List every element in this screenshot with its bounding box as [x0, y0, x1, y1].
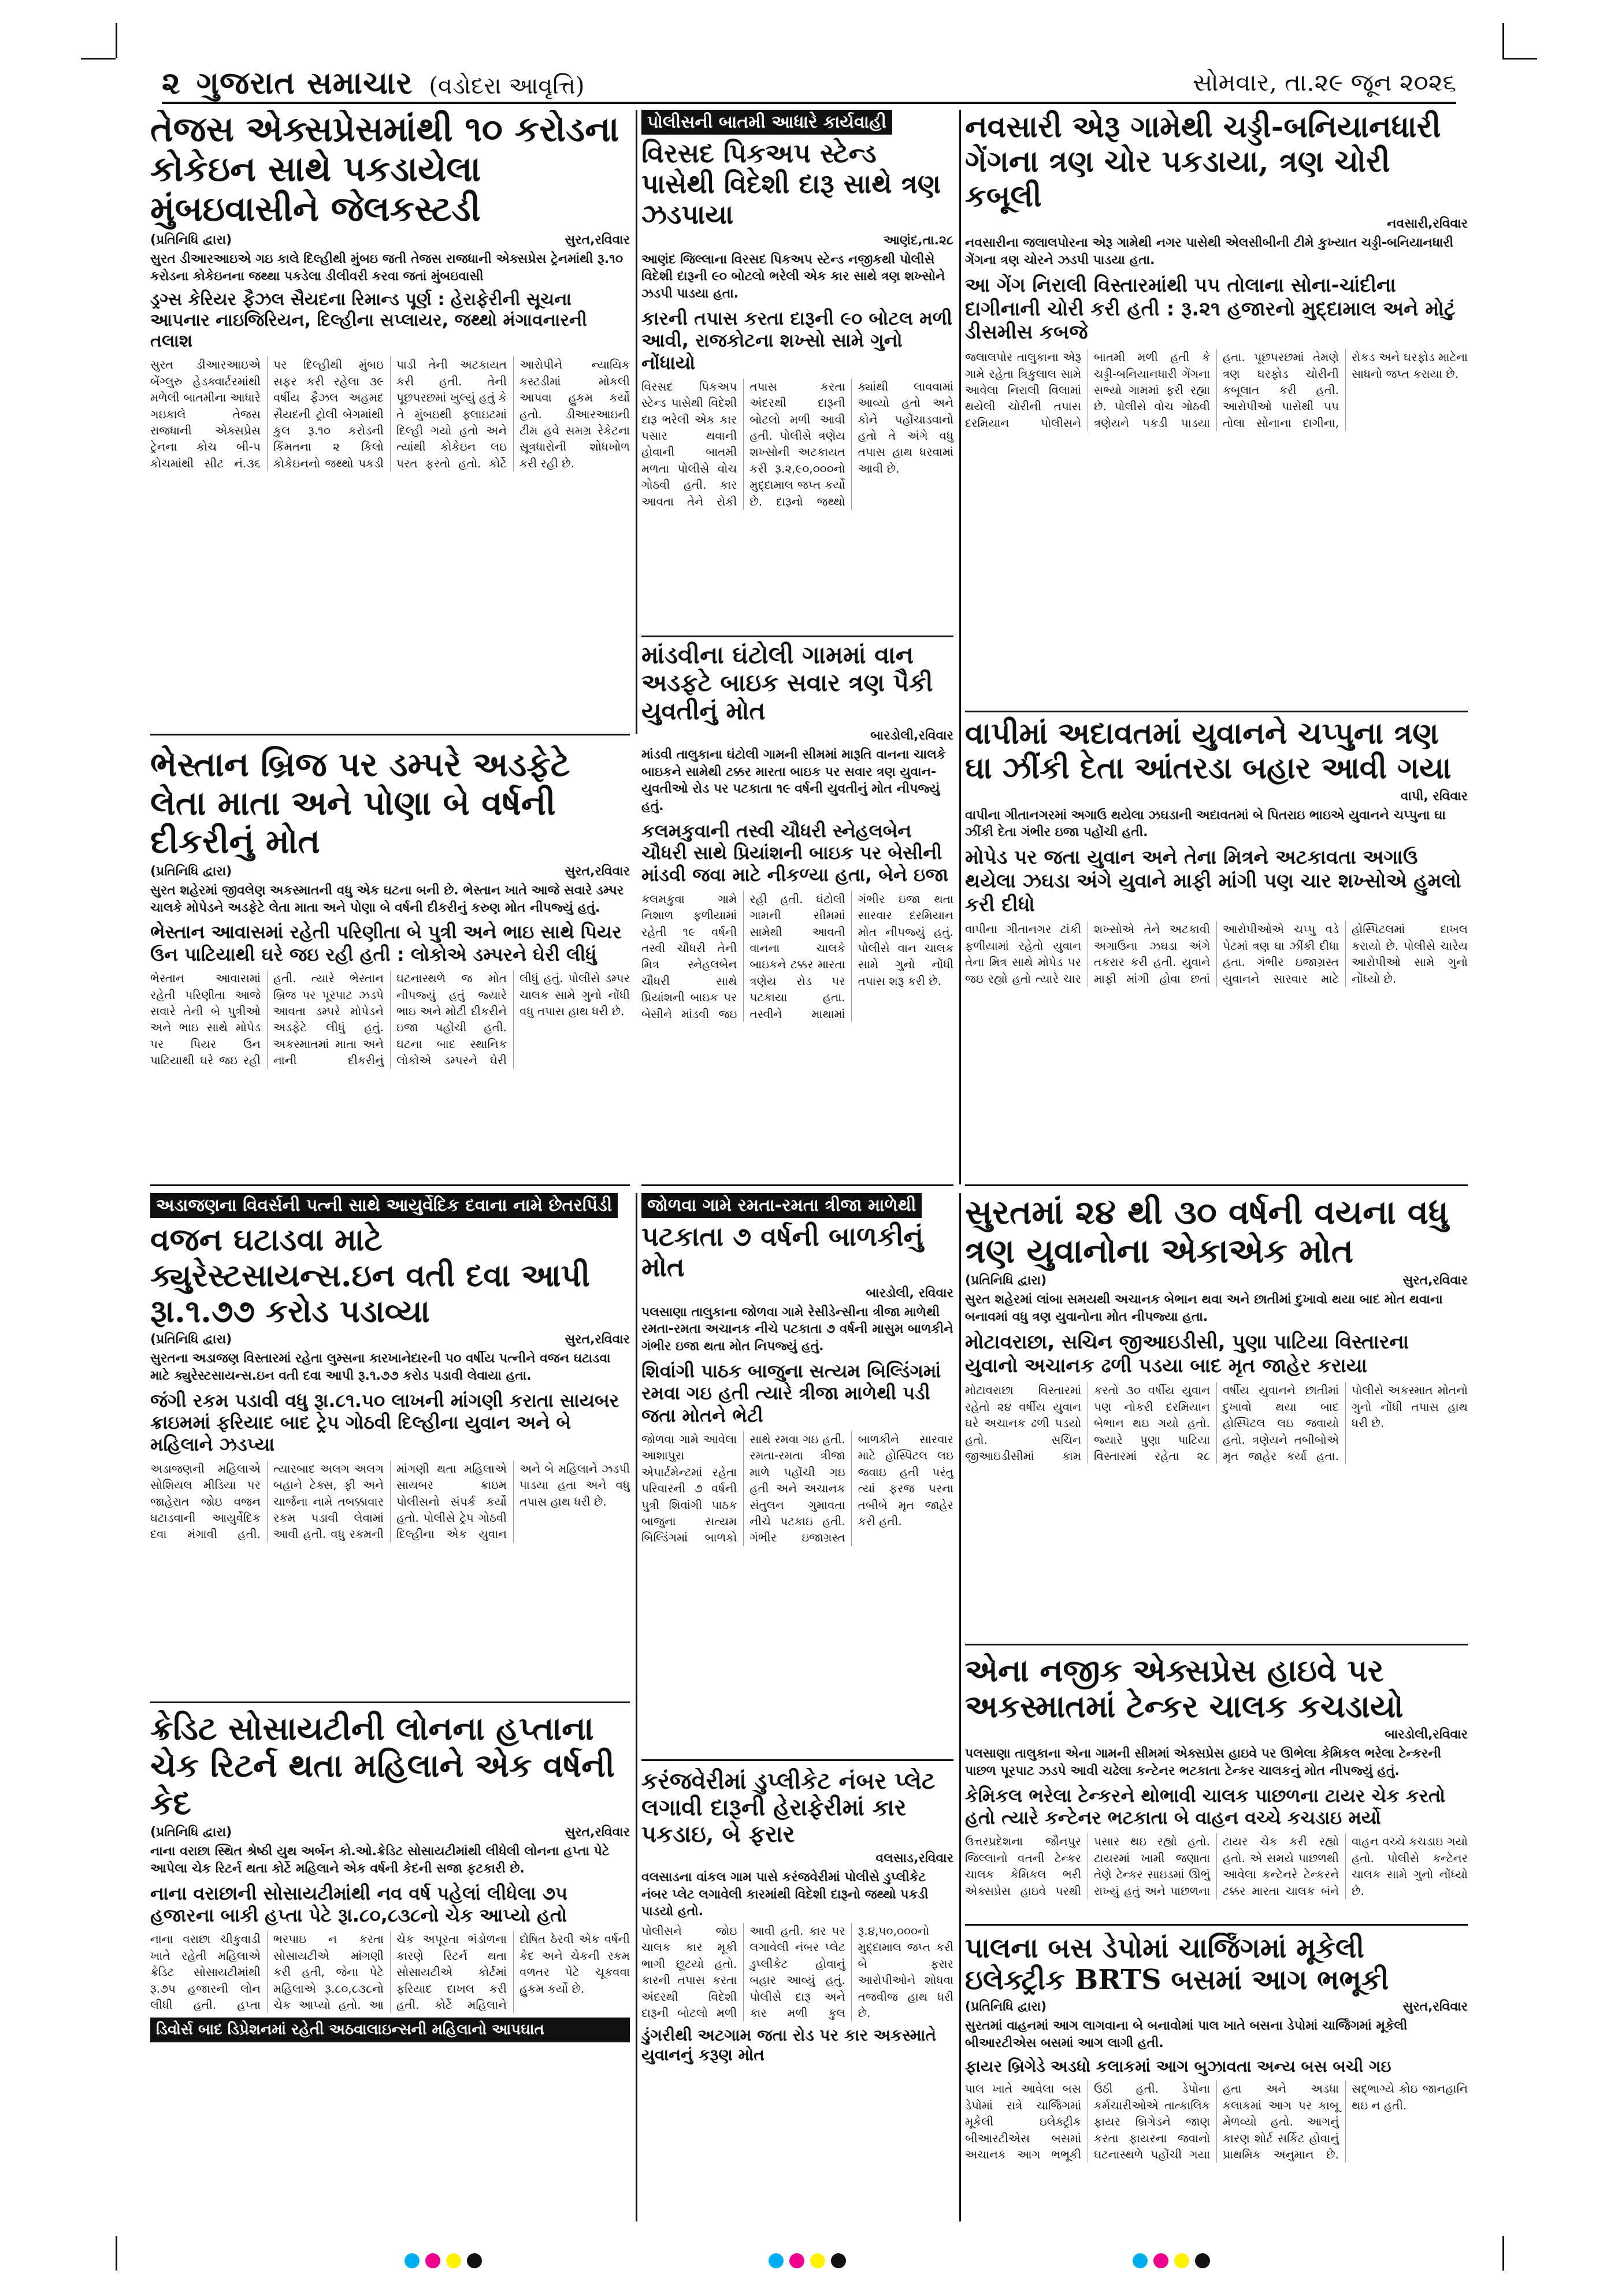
column-rule	[636, 1193, 637, 2221]
byline: વલસાડ,રવિવાર	[875, 1851, 953, 1866]
crop-mark	[81, 58, 116, 60]
magenta-dot	[1153, 2253, 1168, 2268]
body-text: મોટાવરાછા વિસ્તારમાં રહેતો ૨૪ વર્ષીય યુવાન ઘરે અચાનક ઢળી પડયો હતો. સચિન જીઆઇડીસીમાં કામ કરતો ૩૦ વર્ષીય યુવાન પણ નોકરી દરમિયાન બેભાન થઇ ગયો હતો. જ્યારે પુણા પાટિયા વિસ્તારમાં રહેતા ૨૮ વર્ષીય યુવાનને છાતીમાં દુખાવો થયા બાદ હોસ્પિટલ લઇ જવાયો હતો. ત્રણેયને તબીબોએ મૃત જાહેર કર્યા હતા. પોલીસે અકસ્માત મોતનો ગુનો નોંધી તપાસ હાથ ધરી છે.	[965, 1383, 1468, 1463]
body-text: પાલ ખાતે આવેલા બસ ડેપોમાં રાત્રે ચાર્જિંગમાં મૂકેલી ઇલેક્ટ્રીક બીઆરટીએસ બસમાં અચાનક આગ ભભૂકી ઉઠી હતી. ડેપોના કર્મચારીઓએ તાત્કાલિક ફાયર બ્રિગેડને જાણ કરતા ફાયરના જવાનો ઘટનાસ્થળે પહોંચી ગયા હતા અને અડધા કલાકમાં આગ પર કાબૂ મેળવ્યો હતો. આગનું કારણ શોર્ટ સર્કિટ હોવાનું પ્રાથમિક અનુમાન છે. સદ્ભાગ્યે કોઇ જાનહાનિ થઇ ન હતી.	[965, 2082, 1468, 2161]
story-navsari	[965, 110, 1468, 712]
subheadline: નાના વરાછાની સોસાયટીમાંથી નવ વર્ષ પહેલાં લીધેલા ૭૫ હજારના બાકી હપ્તા પેટે રૂા.૮૦,૮૩૮નો ચેક આપ્યો હતો	[150, 1882, 568, 1926]
headline: વિરસદ પિકઅપ સ્ટેન્ડ પાસેથી વિદેશી દારૂ સાથે ત્રણ ઝડપાયા	[641, 138, 941, 230]
cyan-dot	[1133, 2253, 1148, 2268]
cyan-dot	[769, 2253, 784, 2268]
yellow-dot	[446, 2253, 461, 2268]
black-dot	[1195, 2253, 1210, 2268]
lead-text: નાના વરાછા સ્થિત શ્રેષ્ઠી યુથ અર્બન કો.ઓ.ક્રેડિટ સોસાયટીમાંથી લીધેલી લોનના હપ્તા પેટે આપેલા ચેક રિટર્ન થતા કોર્ટે મહિલાને એક વર્ષની કેદની સજા ફટકારી છે.	[150, 1844, 610, 1876]
yellow-dot	[1174, 2253, 1189, 2268]
lead-text: માંડવી તાલુકાના ઘંટોલી ગામની સીમમાં મારૂતિ વાનના ચાલકે બાઇકને સામેથી ટક્કર મારતા બાઇક પર સવાર ત્રણ યુવાન-યુવતીઓ રોડ પર પટકાતા ૧૯ વર્ષની યુવતીનું મોત નીપજ્યું હતું.	[641, 747, 946, 813]
headline: કરંજવેરીમાં ડુપ્લીકેટ નંબર પ્લેટ લગાવી દારૂની હેરાફેરીમાં કાર પકડાઇ, બે ફરાર	[641, 1768, 936, 1848]
story-karanjveri	[641, 1768, 953, 2221]
lead-text: સુરતના અડાજણ વિસ્તારમાં રહેતા લુમ્સના કારખાનેદારની ૫૦ વર્ષીય પત્નીને વજન ઘટાડવા માટે ક્યુરેસ્ટસાયન્સ.ઇન વતી દવા આપી રૂ.૧.૭૭ કરોડ પડાવી લેવાયા હતા.	[150, 1351, 611, 1383]
lead-text: પલસાણા તાલુકાના એના ગામની સીમમાં એક્સપ્રેસ હાઇવે પર ઊભેલા કેમિકલ ભરેલા ટેન્કરની પાછળ પૂરપાટ ઝડપે આવી ચઢેલા કન્ટેનર ભટકાતા ટેન્કર ચાલકનું મોત નીપજ્યું હતું.	[965, 1747, 1441, 1778]
byline: (પ્રતિનિધિ દ્વારા) સુરત,રવિવાર	[150, 1825, 630, 1840]
lead-text: વાપીના ગીતાનગરમાં અગાઉ થયેલા ઝઘડાની અદાવતમાં બે પિતરાઇ ભાઇએ યુવાનને ચપ્પુના ઘા ઝીંકી દેતા ગંભીર ઇજા પહોંચી હતી.	[965, 808, 1446, 840]
story-jolva	[641, 1193, 953, 1761]
story-weightloss	[150, 1193, 630, 1703]
byline: વાપી, રવિવાર	[1400, 789, 1468, 804]
issue-date: સોમવાર, તા.૨૯ જૂન ૨૦૨૬	[1193, 68, 1456, 96]
subheadline: કારની તપાસ કરતા દારૂની ૯૦ બોટલ મળી આવી, રાજકોટના શખ્સો સામે ગુનો નોંધાયો	[641, 307, 952, 374]
kicker: જોળવા ગામે રમતા-રમતા ત્રીજા માળેથી	[641, 1193, 922, 1218]
headline: વજન ઘટાડવા માટે ક્યુરેસ્ટસાયન્સ.ઇન વતી દવા આપી રૂા.૧.૭૭ કરોડ પડાવ્યા	[150, 1221, 591, 1330]
story-tanker	[965, 1652, 1468, 1926]
byline: (પ્રતિનિધિ દ્વારા) સુરત,રવિવાર	[150, 864, 630, 879]
subheadline: જંગી રકમ પડાવી વધુ રૂા.૮૧.૫૦ લાખની માંગણી કરાતા સાયબર ક્રાઇમમાં ફરિયાદ બાદ ટ્રેપ ગોઠવી દિલ્હીના યુવાન અને બે મહિલાને ઝડપ્યા	[150, 1389, 619, 1456]
crop-mark	[116, 2236, 117, 2271]
headline: માંડવીના ઘંટોલી ગામમાં વાન અડફટે બાઇક સવાર ત્રણ પૈકી યુવતીનું મોત	[641, 641, 933, 725]
registration-dots-right	[1133, 2253, 1210, 2268]
column-rule	[959, 110, 961, 734]
headline: એના નજીક એક્સપ્રેસ હાઇવે પર અકસ્માતમાં ટેન્કર ચાલક કચડાયો	[965, 1652, 1404, 1725]
lead-text: નવસારીના જલાલપોરના એરૂ ગામેથી નગર પાસેથી એલસીબીની ટીમે કુખ્યાત ચડ્ડી-બનિયાનધારી ગેંગના ત્રણ ચોરને ઝડપી પાડયા હતા.	[965, 236, 1454, 268]
body-text: પોલીસને જોઇ ચાલક કાર મૂકી ભાગી છૂટયો હતો. કારની તપાસ કરતા અંદરથી વિદેશી દારૂની બોટલો મળી આવી હતી. કાર પર લગાવેલી નંબર પ્લેટ ડુપ્લીકેટ હોવાનું બહાર આવ્યું હતું. પોલીસે દારૂ અને કાર મળી કુલ રૂ.૪,૫૦,૦૦૦નો મુદ્દામાલ જપ્ત કરી બે ફરાર આરોપીઓને શોધવા તજવીજ હાથ ધરી છે.	[641, 1924, 953, 2020]
story-bhestan	[150, 745, 630, 1186]
crop-mark	[1502, 58, 1537, 60]
byline: નવસારી,રવિવાર	[1387, 217, 1468, 232]
story-cocaine	[150, 110, 630, 735]
body-text: વિરસદ પિકઅપ સ્ટેન્ડ પાસેથી વિદેશી દારૂ ભરેલી એક કાર પસાર થવાની હોવાની બાતમી મળતા પોલીસે વોચ ગોઠવી હતી. કાર આવતા તેને રોકી તપાસ કરતા અંદરથી દારૂની બોટલો મળી આવી હતી. પોલીસે ત્રણેય શખ્સોની અટકાયત કરી રૂ.૨,૯૦,૦૦૦નો મુદ્દામાલ જપ્ત કર્યો છે. દારૂનો જથ્થો ક્યાંથી લાવવામાં આવ્યો હતો અને કોને પહોંચાડવાનો હતો તે અંગે વધુ તપાસ હાથ ધરવામાં આવી છે.	[641, 379, 953, 508]
column-rule	[636, 110, 637, 734]
body-text: જોળવા ગામે આવેલા આશાપુરા એપાર્ટમેન્ટમાં રહેતા પરિવારની ૭ વર્ષની પુત્રી શિવાંગી પાઠક બાજુના સત્યમ બિલ્ડિંગમાં બાળકો સાથે રમવા ગઇ હતી. રમતા-રમતા ત્રીજા માળે પહોંચી ગઇ હતી અને અચાનક સંતુલન ગુમાવતા નીચે પટકાઇ હતી. ગંભીર ઇજાગ્રસ્ત બાળકીને સારવાર માટે હોસ્પિટલ લઇ જવાઇ હતી પરંતુ ત્યાં ફરજ પરના તબીબે મૃત જાહેર કરી હતી.	[641, 1432, 953, 1545]
byline: બારડોલી,રવિવાર	[1385, 1727, 1468, 1743]
story-liquor	[641, 110, 953, 637]
subheadline: શિવાંગી પાઠક બાજુના સત્યમ બિલ્ડિંગમાં રમવા ગઇ હતી ત્યારે ત્રીજા માળેથી પડી જતા મોતને ભેટી	[641, 1359, 941, 1426]
lead-text: સુરતમાં વાહનમાં આગ લાગવાના બે બનાવોમાં પાલ ખાતે બસના ડેપોમાં ચાર્જિંગમાં મૂકેલી બીઆરટીએસ બસમાં આગ લાગી હતી.	[965, 2019, 1408, 2051]
lead-text: વલસાડના વાંકલ ગામ પાસે કરંજવેરીમાં પોલીસે ડુપ્લીકેટ નંબર પ્લેટ લગાવેલી કારમાંથી વિદેશી દારૂનો જથ્થો પકડી પાડયો હતો.	[641, 1870, 929, 1919]
lead-text: સુરત શહેરમાં જીવલેણ અકસ્માતની વધુ એક ઘટના બની છે. ભેસ્તાન ખાતે આજે સવારે ડમ્પર ચાલકે મોપેડને અડફેટે લેતા માતા અને પોણા બે વર્ષની દીકરીનું કરુણ મોત નીપજ્યું હતું.	[150, 883, 624, 915]
crop-mark	[1502, 2236, 1504, 2271]
headline: ભેસ્તાન બ્રિજ પર ડમ્પરે અડફેટે લેતા માતા અને પોણા બે વર્ષની દીકરીનું મોત	[150, 745, 570, 861]
byline: (પ્રતિનિધિ દ્વારા) સુરત,રવિવાર	[150, 233, 630, 247]
subheadline: આ ગેંગ નિરાલી વિસ્તારમાંથી ૫૫ તોલાના સોના-ચાંદીના દાગીનાની ચોરી કરી હતી : રૂ.૨૧ હજારનો મુદ્દામાલ અને મોટું ડીસમીસ કબજે	[965, 273, 1456, 344]
magenta-dot	[789, 2253, 804, 2268]
lead-text: સુરત ડીઆરઆઇએ ગઇ કાલે દિલ્હીથી મુંબઇ જતી તેજસ રાજધાની એક્સપ્રેસ ટ્રેનમાંથી રૂ.૧૦ કરોડના કોકેઇનના જથ્થા પકડેલા ડીલીવરી કરવા જતાં મુંબઇવાસી	[150, 252, 624, 284]
kicker: અડાજણના વિવર્સની પત્ની સાથે આયુર્વેદિક દવાના નામે છેતરપિંડી	[150, 1193, 618, 1218]
headline: પટકાતા ૭ વર્ષની બાળકીનું મોત	[641, 1221, 923, 1283]
edition-label: (વડોદરા આવૃત્તિ)	[429, 72, 585, 99]
byline: બારડોલી, રવિવાર	[866, 1286, 953, 1301]
column-rule	[959, 641, 961, 1184]
subheadline: ફાયર બ્રિગેડે અડધો કલાકમાં આગ બુઝાવતા અન્ય બસ બચી ગઇ	[965, 2056, 1391, 2076]
headline: ક્રેડિટ સોસાયટીની લોનના હપ્તાના ચેક રિટર્ન થતા મહિલાને એક વર્ષની કેદ	[150, 1710, 615, 1822]
subheadline: મોટાવરાછા, સચિન જીઆઇડીસી, પુણા પાટિયા વિસ્તારના યુવાનો અચાનક ઢળી પડયા બાદ મૃત જાહેર કરાયા	[965, 1330, 1409, 1377]
subheadline: ભેસ્તાન આવાસમાં રહેતી પરિણીતા બે પુત્રી અને ભાઇ સાથે પિયર ઉન પાટિયાથી ઘરે જઇ રહી હતી : લોકોએ ડમ્પરને ઘેરી લીધું	[150, 921, 622, 965]
story-mandvi	[641, 641, 953, 1186]
lead-text: પલસાણા તાલુકાના જોળવા ગામે રેસીડેન્સીના ત્રીજા માળેથી રમતા-રમતા અચાનક નીચે પટકાતા ૭ વર્ષની માસુમ બાળકીને ગંભીર ઇજા થતા મોત નિપજ્યું હતું.	[641, 1305, 953, 1354]
page-number: ૨	[162, 64, 180, 101]
crop-mark	[1502, 23, 1504, 58]
headline: સુરતમાં ૨૪ થી ૩૦ વર્ષની વયના વધુ ત્રણ યુવાનોના એકાએક મોત	[965, 1193, 1449, 1270]
magenta-dot	[425, 2253, 440, 2268]
subheadline: ડુંગરીથી અટગામ જતા રોડ પર કાર અકસ્માતે યુવાનનું કરૂણ મોત	[641, 2026, 937, 2064]
registration-dots-left	[404, 2253, 482, 2268]
body-text: ભેસ્તાન આવાસમાં રહેતી પરિણીતા આજે સવારે તેની બે પુત્રીઓ અને ભાઇ સાથે મોપેડ પર પિયર ઉન પાટિયાથી ઘરે જઇ રહી હતી. ત્યારે ભેસ્તાન બ્રિજ પર પૂરપાટ ઝડપે આવતા ડમ્પરે મોપેડને અડફેટે લીધું હતું. અકસ્માતમાં માતા અને નાની દીકરીનું ઘટનાસ્થળે જ મોત નીપજ્યું હતું જ્યારે ભાઇ અને મોટી દીકરીને ઇજા પહોંચી હતી. ઘટના બાદ સ્થાનિક લોકોએ ડમ્પરને ઘેરી લીધું હતું. પોલીસે ડમ્પર ચાલક સામે ગુનો નોંધી વધુ તપાસ હાથ ધરી છે.	[150, 971, 630, 1068]
subheadline-secondary: ડિવોર્સ બાદ ડિપ્રેશનમાં રહેતી અઠવાલાઇન્સની મહિલાનો આપઘાત	[150, 2018, 630, 2042]
subheadline: કેમિકલ ભરેલા ટેન્કરને થોભાવી ચાલક પાછળના ટાયર ચેક કરતો હતો ત્યારે કન્ટેનર ભટકાતા બે વાહન વચ્ચે કચડાઇ મર્યો	[965, 1784, 1446, 1829]
paper-name: ગુજરાત સમાચાર	[196, 64, 413, 101]
byline: (પ્રતિનિધિ દ્વારા) સુરત,રવિવાર	[965, 2000, 1468, 2015]
headline: તેજસ એક્સપ્રેસમાંથી ૧૦ કરોડના કોકેઇન સાથે પકડાયેલા મુંબઇવાસીને જેલકસ્ટડી	[150, 110, 619, 229]
body-text: વાપીના ગીતાનગર ટાંકી ફળીયામાં રહેતો યુવાન તેના મિત્ર સાથે મોપેડ પર જઇ રહ્યો હતો ત્યારે ચાર શખ્સોએ તેને અટકાવી અગાઉના ઝઘડા અંગે તકરાર કરી હતી. યુવાને માફી માંગી હોવા છતાં આરોપીઓએ ચપ્પુ વડે પેટમાં ત્રણ ઘા ઝીંકી દીધા હતા. ગંભીર ઇજાગ્રસ્ત યુવાનને સારવાર માટે હોસ્પિટલમાં દાખલ કરાયો છે. પોલીસે ચારેય આરોપીઓ સામે ગુનો નોંધ્યો છે.	[965, 922, 1468, 986]
column-rule	[959, 1193, 961, 2221]
masthead	[162, 64, 1456, 104]
black-dot	[831, 2253, 846, 2268]
lead-text: આણંદ જિલ્લાના વિરસદ પિકઅપ સ્ટેન્ડ નજીકથી પોલીસે વિદેશી દારૂની ૯૦ બોટલો ભરેલી એક કાર સાથે ત્રણ શખ્સોને ઝડપી પાડયા હતા.	[641, 252, 945, 302]
byline: (પ્રતિનિધિ દ્વારા) સુરત,રવિવાર	[150, 1332, 630, 1347]
body-text: અડાજણની મહિલાએ સોશિયલ મીડિયા પર જાહેરાત જોઇ વજન ઘટાડવાની આયુર્વેદિક દવા મંગાવી હતી. ત્યારબાદ અલગ અલગ બહાને ટેક્સ, ફી અને ચાર્જના નામે તબક્કાવાર રકમ પડાવી લેવામાં આવી હતી. વધુ રકમની માંગણી થતા મહિલાએ સાયબર ક્રાઇમ પોલીસનો સંપર્ક કર્યો હતો. પોલીસે ટ્રેપ ગોઠવી દિલ્હીના એક યુવાન અને બે મહિલાને ઝડપી પાડયા હતા અને વધુ તપાસ હાથ ધરી છે.	[150, 1461, 630, 1541]
story-palna	[965, 1933, 1468, 2221]
body-text: કલમકુવા ગામે નિશાળ ફળીયામાં રહેતી ૧૯ વર્ષની તસ્વી ચૌધરી તેની મિત્ર સ્નેહલબેન ચૌધરી સાથે પ્રિયાંશની બાઇક પર બેસીને માંડવી જઇ રહી હતી. ઘંટોલી ગામની સીમમાં સામેથી આવતી વાનના ચાલકે બાઇકને ટક્કર મારતા ત્રણેય રોડ પર પટકાયા હતા. તસ્વીને માથામાં ગંભીર ઇજા થતા સારવાર દરમિયાન મોત નીપજ્યું હતું. પોલીસે વાન ચાલક સામે ગુનો નોંધી તપાસ શરૂ કરી છે.	[641, 891, 953, 1021]
cyan-dot	[404, 2253, 420, 2268]
story-vapi	[965, 716, 1468, 1186]
body-text: નાના વરાછા ચીકુવાડી ખાતે રહેતી મહિલાએ ક્રેડિટ સોસાયટીમાંથી રૂ.૭૫ હજારની લોન લીધી હતી. હપ્તા ભરપાઇ ન કરતા સોસાયટીએ માંગણી કરી હતી, જેના પેટે મહિલાએ રૂ.૮૦,૮૩૮નો ચેક આપ્યો હતો. આ ચેક અપૂરતા ભંડોળના કારણે રિટર્ન થતા સોસાયટીએ કોર્ટમાં ફરિયાદ દાખલ કરી હતી. કોર્ટે મહિલાને દોષિત ઠેરવી એક વર્ષની કેદ અને ચેકની રકમ વળતર પેટે ચૂકવવા હુકમ કર્યો છે.	[150, 1932, 630, 2012]
subheadline: કલમકુવાની તસ્વી ચૌધરી સ્નેહલબેન ચૌધરી સાથે પ્રિયાંશની બાઇક પર બેસીની માંડવી જવા માટે નીકળ્યા હતા, બેને ઇજા	[641, 819, 949, 886]
subheadline: મોપેડ પર જતા યુવાન અને તેના મિત્રને અટકાવતા અગાઉ થયેલા ઝઘડા અંગે યુવાને માફી માંગી પણ ચાર શખ્સોએ હુમલો કરી દીધો	[965, 845, 1461, 916]
kicker: પોલીસની બાતમી આધારે કાર્યવાહી	[641, 110, 892, 135]
byline: આણંદ,તા.૨૮	[883, 233, 953, 248]
lead-text: સુરત શહેરમાં લાંબા સમયથી અચાનક બેભાન થવા અને છાતીમાં દુખાવો થયા બાદ મોત થવાના બનાવમાં વધુ ત્રણ યુવાનોના મોત નીપજ્યા હતા.	[965, 1292, 1443, 1325]
subheadline: ડ્રગ્સ કેરિયર ફૈઝલ સૈયદના રિમાન્ડ પૂર્ણ : હેરાફેરીની સૂચના આપનાર નાઇજિરિયન, દિલ્હીના સપ્લાયર, જથ્થો મંગાવનારની તલાશ	[150, 289, 587, 352]
black-dot	[467, 2253, 482, 2268]
body-text: સુરત ડીઆરઆઇએ બેંગ્લુરુ હેડક્વાર્ટરમાંથી મળેલી બાતમીના આધારે ગઇકાલે તેજસ રાજધાની એક્સપ્રેસ ટ્રેનના કોચ બી-૫ કોચમાંથી સીટ નં.૩૬ પર દિલ્હીથી મુંબઇ સફર કરી રહેલા ૩૯ વર્ષીય ફૈઝલ અહમદ સૈયદની ટ્રોલી બેગમાંથી કુલ રૂ.૧૦ કરોડની કિંમતના ૨ કિલો કોકેઇનનો જથ્થો પકડી પાડી તેની અટકાયત કરી હતી. તેની પૂછપરછમાં ખુલ્યું હતું કે તે મુંબઇથી ફ્લાઇટમાં દિલ્હી ગયો હતો અને ત્યાંથી કોકેઇન લઇ પરત ફરતો હતો. કોર્ટે આરોપીને ન્યાયિક કસ્ટડીમાં મોકલી આપવા હુકમ કર્યો હતો. ડીઆરઆઇની ટીમ હવે સમગ્ર રેકેટના સૂત્રધારોની શોધખોળ કરી રહી છે.	[150, 358, 630, 470]
yellow-dot	[810, 2253, 825, 2268]
byline: બારડોલી,રવિવાર	[870, 728, 953, 743]
headline: નવસારી એરૂ ગામેથી ચડ્ડી-બનિયાનધારી ગેંગના ત્રણ ચોર પકડાયા, ત્રણ ચોરી કબૂલી	[965, 110, 1441, 214]
crop-mark	[116, 23, 117, 58]
body-text: ઉત્તરપ્રદેશના જૌનપુર જિલ્લાનો વતની ટેન્કર ચાલક કેમિકલ ભરી એક્સપ્રેસ હાઇવે પરથી પસાર થઇ રહ્યો હતો. ટાયરમાં ખામી જણાતા તેણે ટેન્કર સાઇડમાં ઊભું રાખ્યું હતું અને પાછળના ટાયર ચેક કરી રહ્યો હતો. એ સમયે પાછળથી આવેલા કન્ટેનરે ટેન્કરને ટક્કર મારતા ચાલક બંને વાહન વચ્ચે કચડાઇ ગયો હતો. પોલીસે કન્ટેનર ચાલક સામે ગુનો નોંધ્યો છે.	[965, 1834, 1468, 1898]
registration-dots-center	[769, 2253, 846, 2268]
body-text: જલાલપોર તાલુકાના એરૂ ગામે રહેતા ત્રિકુલાલ સામે આવેલા નિરાલી વિલામાં થયેલી ચોરીની તપાસ દરમિયાન પોલીસને બાતમી મળી હતી કે ચડ્ડી-બનિયાનધારી ગેંગના સભ્યો ગામમાં ફરી રહ્યા છે. પોલીસે વોચ ગોઠવી ત્રણેયને પકડી પાડયા હતા. પૂછપરછમાં તેમણે ત્રણ ઘરફોડ ચોરીની કબૂલાત કરી હતી. આરોપીઓ પાસેથી ૫૫ તોલા સોનાના દાગીના, રોકડ અને ઘરફોડ માટેના સાધનો જપ્ત કરાયા છે.	[965, 350, 1468, 430]
byline: (પ્રતિનિધિ દ્વારા) સુરત,રવિવાર	[965, 1273, 1468, 1288]
headline: વાપીમાં અદાવતમાં યુવાનને ચપ્પુના ત્રણ ઘા ઝીંકી દેતા આંતરડા બહાર આવી ગયા	[965, 716, 1452, 786]
story-surat-deaths	[965, 1193, 1468, 1645]
story-credit	[150, 1710, 630, 2221]
headline: પાલના બસ ડેપોમાં ચાર્જિંગમાં મૂકેલી ઇલેક્ટ્રીક BRTS બસમાં આગ ભભૂકી	[965, 1933, 1389, 1997]
